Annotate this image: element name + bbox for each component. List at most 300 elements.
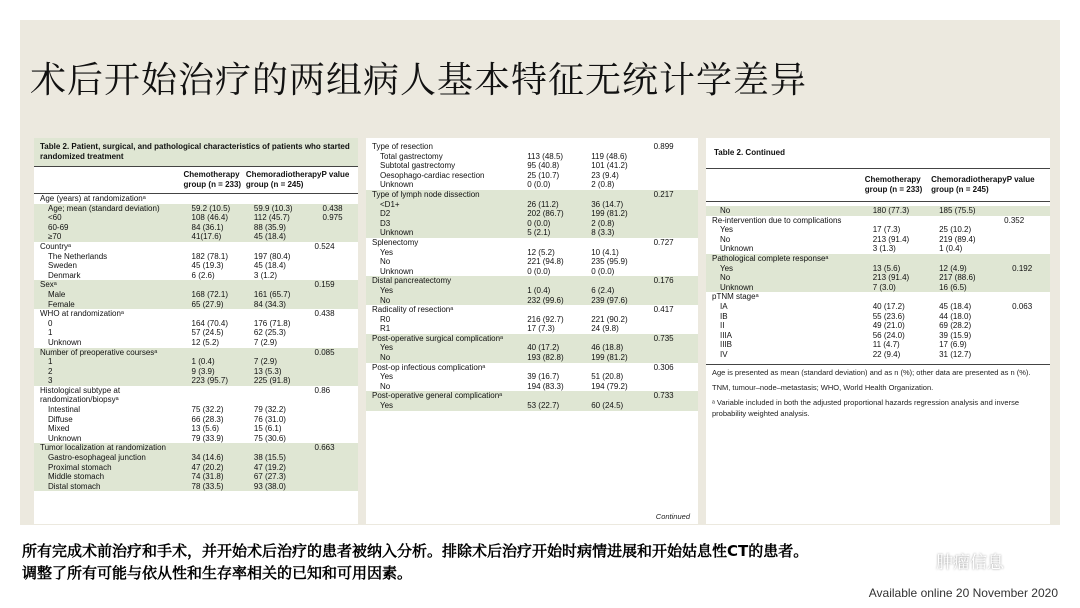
value-cell <box>519 190 583 200</box>
table-row <box>366 180 698 190</box>
p-value-cell <box>323 223 358 233</box>
value-cell: 2 (0.8) <box>591 180 615 190</box>
table-row <box>366 372 698 382</box>
table-row <box>34 194 358 204</box>
p-value-cell: 0.975 <box>322 213 343 223</box>
row-label: <D1+ <box>380 199 400 209</box>
header-chemorad: Chemoradiotherapy group (n = 245) <box>245 170 322 189</box>
value-cell: 164 (70.4) <box>191 318 228 328</box>
footnote-1: Age is presented as mean (standard deviation) and as n (%); other data are presented as n (%). <box>712 367 1031 377</box>
value-cell <box>583 276 653 286</box>
row-label: Age (years) at randomizationᵃ <box>40 194 146 203</box>
table-row <box>34 367 358 377</box>
table-row <box>366 190 698 200</box>
header-pvalue: P value <box>321 170 350 179</box>
table-body <box>706 202 1050 360</box>
value-cell: 221 (94.8) <box>527 257 564 267</box>
value-cell: 25 (10.7) <box>527 170 560 180</box>
row-label: Yes <box>380 285 394 295</box>
value-cell <box>246 194 315 204</box>
row-label: Yes <box>720 263 734 273</box>
note-line-1: 所有完成术前治疗和手术，并开始术后治疗的患者被纳入分析。排除术后治疗开始时病情进展和开始姑息性CT的患者。 <box>22 542 809 560</box>
row-label: No <box>380 353 391 363</box>
p-value-cell <box>1012 235 1050 245</box>
row-label: The Netherlands <box>48 251 108 261</box>
value-cell: 23 (9.4) <box>591 170 619 180</box>
row-label: Unknown <box>380 266 414 276</box>
value-cell <box>519 334 583 344</box>
value-cell: 10 (4.1) <box>591 247 619 257</box>
row-label: Type of resection <box>372 142 433 151</box>
table-row <box>706 283 1050 293</box>
p-value-cell <box>662 382 698 392</box>
p-value-cell: 0.306 <box>653 362 674 372</box>
p-value-cell <box>662 180 698 190</box>
value-cell: 49 (21.0) <box>872 321 905 331</box>
value-cell: 9 (3.9) <box>191 366 215 376</box>
value-cell: 199 (81.2) <box>591 209 628 219</box>
value-cell <box>583 142 653 152</box>
table-row <box>34 434 358 444</box>
value-cell: 101 (41.2) <box>591 161 628 171</box>
row-label: Proximal stomach <box>48 462 112 472</box>
table-row <box>706 254 1050 264</box>
value-cell: 79 (32.2) <box>253 405 286 415</box>
note-line-2: 调整了所有可能与依从性和生存率相关的已知和可用因素。 <box>22 564 413 582</box>
row-label: Splenectomy <box>372 237 419 247</box>
p-value-cell <box>323 434 358 444</box>
table-row <box>366 296 698 306</box>
value-cell: 225 (91.8) <box>253 376 291 386</box>
table-row <box>34 338 358 348</box>
table-panel-1 <box>34 138 358 524</box>
watermark-text: 肿瘤信息 <box>936 553 1004 573</box>
p-value-cell <box>662 257 698 267</box>
value-cell: 0 (0.0) <box>527 218 551 228</box>
table-header <box>706 169 1050 201</box>
table-row <box>366 200 698 210</box>
p-value-cell <box>1012 331 1050 341</box>
row-label: Unknown <box>48 433 82 443</box>
value-cell: 84 (34.3) <box>253 299 286 309</box>
table-row <box>706 312 1050 322</box>
value-cell: 193 (82.8) <box>527 353 564 363</box>
value-cell: 12 (5.2) <box>191 337 220 347</box>
table-row <box>34 348 358 358</box>
row-label: Yes <box>720 225 734 235</box>
slide-title: 术后开始治疗的两组病人基本特征无统计学差异 <box>30 60 808 101</box>
table-row <box>706 216 1050 226</box>
header-pvalue: P value <box>1006 175 1035 184</box>
table-row <box>366 219 698 229</box>
p-value-cell <box>662 296 698 306</box>
value-cell: 13 (5.3) <box>253 366 282 376</box>
table-row <box>34 357 358 367</box>
table-row <box>34 223 358 233</box>
table-row <box>366 238 698 248</box>
value-cell <box>184 386 246 405</box>
value-cell <box>246 242 315 252</box>
table-row <box>34 482 358 492</box>
row-label: WHO at randomizationᵃ <box>40 309 124 319</box>
row-label: Post-op infectious complicationᵃ <box>372 362 486 372</box>
value-cell: 15 (6.1) <box>253 424 282 434</box>
p-value-cell: 0.417 <box>653 305 674 315</box>
watermark <box>906 548 1004 574</box>
row-label: IIIB <box>720 340 733 350</box>
table-row <box>706 264 1050 274</box>
value-cell <box>865 292 931 302</box>
table-row <box>706 244 1050 254</box>
p-value-cell <box>323 376 358 386</box>
value-cell: 232 (99.6) <box>527 295 564 305</box>
value-cell <box>184 242 246 252</box>
table-row <box>34 252 358 262</box>
table-row <box>34 443 358 453</box>
table-row <box>366 267 698 277</box>
value-cell: 221 (90.2) <box>591 314 628 324</box>
p-value-cell <box>1004 292 1044 302</box>
table-row <box>34 386 358 405</box>
p-value-cell: 0.438 <box>322 203 343 213</box>
value-cell: 39 (15.9) <box>939 330 972 340</box>
p-value-cell <box>323 424 358 434</box>
value-cell <box>184 194 246 204</box>
p-value-cell <box>323 415 358 425</box>
value-cell: 13 (5.6) <box>872 263 901 273</box>
p-value-cell <box>662 315 698 325</box>
p-value-cell <box>1012 340 1050 350</box>
value-cell: 59.9 (10.3) <box>253 203 293 213</box>
value-cell <box>519 276 583 286</box>
value-cell <box>246 309 315 319</box>
row-label: Unknown <box>48 337 82 347</box>
value-cell <box>246 386 315 405</box>
table-row <box>706 235 1050 245</box>
p-value-cell <box>662 353 698 363</box>
table-row <box>366 315 698 325</box>
row-label: ≥70 <box>48 232 62 242</box>
value-cell: 1 (0.4) <box>939 244 963 254</box>
row-label: Denmark <box>48 270 81 280</box>
row-label: Countryᵃ <box>40 241 71 251</box>
value-cell: 69 (28.2) <box>939 321 972 331</box>
p-value-cell <box>323 472 358 482</box>
value-cell: 79 (33.9) <box>191 433 224 443</box>
p-value-cell <box>323 328 358 338</box>
row-label: II <box>720 321 725 331</box>
value-cell <box>583 334 653 344</box>
row-label: Radicality of resectionᵃ <box>372 305 454 315</box>
value-cell: 41(17.6) <box>191 232 222 242</box>
value-cell <box>519 142 583 152</box>
p-value-cell <box>323 319 358 329</box>
row-label: IIIA <box>720 330 733 340</box>
p-value-cell <box>1012 225 1050 235</box>
table-row <box>366 161 698 171</box>
value-cell: 45 (18.4) <box>253 261 286 271</box>
row-label: No <box>720 234 731 244</box>
footnote-3: ᵃ Variable included in both the adjusted proportional hazards regression analysis and inverse probability weighted analysis. <box>712 397 1020 418</box>
value-cell: 45 (18.4) <box>253 232 286 242</box>
row-label: Unknown <box>380 180 414 190</box>
table-row <box>34 328 358 338</box>
value-cell: 40 (17.2) <box>527 343 560 353</box>
row-label: Type of lymph node dissection <box>372 189 480 199</box>
value-cell <box>865 254 931 264</box>
p-value-cell <box>662 161 698 171</box>
value-cell: 74 (31.8) <box>191 472 224 482</box>
row-label: Re-intervention due to complications <box>712 215 842 225</box>
value-cell: 1 (0.4) <box>527 285 551 295</box>
table-row <box>706 273 1050 283</box>
value-cell <box>519 363 583 373</box>
table-row <box>366 334 698 344</box>
value-cell: 88 (35.9) <box>253 222 286 232</box>
value-cell: 3 (1.3) <box>872 244 896 254</box>
value-cell: 0 (0.0) <box>527 266 551 276</box>
p-value-cell: 0.524 <box>314 241 335 251</box>
row-label: Unknown <box>720 282 754 292</box>
row-label: Female <box>48 299 75 309</box>
p-value-cell <box>1012 244 1050 254</box>
p-value-cell <box>323 232 358 242</box>
p-value-cell: 0.735 <box>653 333 674 343</box>
table-row <box>34 271 358 281</box>
value-cell: 12 (4.9) <box>939 263 967 273</box>
p-value-cell: 0.217 <box>653 189 674 199</box>
value-cell: 12 (5.2) <box>527 247 555 257</box>
value-cell: 38 (15.5) <box>253 453 286 463</box>
value-cell: 67 (27.3) <box>253 472 286 482</box>
value-cell: 40 (17.2) <box>872 301 905 311</box>
value-cell: 6 (2.4) <box>591 285 615 295</box>
value-cell: 45 (19.3) <box>191 261 224 271</box>
value-cell: 2 (0.8) <box>591 218 615 228</box>
p-value-cell: 0.899 <box>653 142 674 151</box>
table-row <box>34 453 358 463</box>
table-row <box>366 228 698 238</box>
table-row <box>366 391 698 401</box>
p-value-cell <box>315 194 352 204</box>
value-cell: 223 (95.7) <box>191 376 228 386</box>
table-row <box>34 261 358 271</box>
value-cell: 17 (7.3) <box>872 225 901 235</box>
p-value-cell <box>662 372 698 382</box>
table-row <box>34 232 358 242</box>
p-value-cell <box>323 453 358 463</box>
available-online-date: Available online 20 November 2020 <box>868 586 1058 600</box>
table-row <box>34 463 358 473</box>
value-cell: 217 (88.6) <box>939 273 976 283</box>
table-panel-3 <box>706 138 1050 524</box>
value-cell: 76 (31.0) <box>253 414 286 424</box>
value-cell: 202 (86.7) <box>527 209 564 219</box>
value-cell <box>865 216 931 226</box>
p-value-cell <box>662 324 698 334</box>
p-value-cell: 0.733 <box>653 391 674 401</box>
row-label: IB <box>720 311 728 321</box>
value-cell: 25 (10.2) <box>939 225 972 235</box>
p-value-cell <box>662 200 698 210</box>
row-label: Yes <box>380 247 394 257</box>
row-label: Oesophago-cardiac resection <box>380 170 485 180</box>
value-cell: 66 (28.3) <box>191 414 224 424</box>
table-row <box>34 424 358 434</box>
value-cell <box>184 443 246 453</box>
value-cell <box>184 309 246 319</box>
row-label: Diffuse <box>48 414 73 424</box>
value-cell: 219 (89.4) <box>939 234 976 244</box>
table-row <box>366 171 698 181</box>
table-row <box>34 376 358 386</box>
value-cell: 185 (75.5) <box>939 206 976 215</box>
value-cell <box>583 238 653 248</box>
table-row <box>706 331 1050 341</box>
table-row <box>34 242 358 252</box>
row-label: D2 <box>380 209 391 219</box>
p-value-cell <box>323 482 358 492</box>
value-cell <box>931 254 1004 264</box>
p-value-cell: 0.86 <box>314 385 331 395</box>
row-label: 1 <box>48 328 53 338</box>
row-label: No <box>380 295 391 305</box>
p-value-cell <box>1012 350 1050 360</box>
table-row <box>34 319 358 329</box>
value-cell: 182 (78.1) <box>191 251 228 261</box>
value-cell: 213 (91.4) <box>872 234 910 244</box>
p-value-cell <box>662 219 698 229</box>
value-cell: 194 (79.2) <box>591 381 628 391</box>
value-cell: 7 (2.9) <box>253 357 278 367</box>
p-value-cell <box>323 405 358 415</box>
row-label: <60 <box>48 213 62 223</box>
value-cell <box>184 280 246 290</box>
table-row <box>366 363 698 373</box>
value-cell: 7 (3.0) <box>872 282 896 292</box>
table-row <box>366 152 698 162</box>
value-cell: 55 (23.6) <box>872 311 905 321</box>
table-row <box>34 405 358 415</box>
row-label: No <box>720 273 731 283</box>
value-cell: 46 (18.8) <box>591 343 624 353</box>
value-cell: 213 (91.4) <box>872 273 910 283</box>
value-cell: 65 (27.9) <box>191 299 224 309</box>
row-label: Post-operative surgical complicationᵃ <box>372 333 504 343</box>
value-cell: 93 (38.0) <box>253 481 286 491</box>
p-value-cell: 0.159 <box>314 280 335 290</box>
table-row <box>34 280 358 290</box>
table-row <box>366 142 698 152</box>
row-label: R0 <box>380 314 391 324</box>
value-cell: 168 (72.1) <box>191 289 228 299</box>
p-value-cell <box>323 357 358 367</box>
continued-label: Continued <box>655 512 690 521</box>
value-cell <box>583 391 653 401</box>
value-cell: 176 (71.8) <box>253 318 291 328</box>
p-value-cell <box>1012 206 1050 216</box>
p-value-cell <box>662 171 698 181</box>
p-value-cell <box>1012 321 1050 331</box>
value-cell: 56 (24.0) <box>872 330 905 340</box>
row-label: 2 <box>48 366 53 376</box>
value-cell: 17 (7.3) <box>527 324 555 334</box>
p-value-cell <box>662 152 698 162</box>
row-label: Yes <box>380 372 394 382</box>
p-value-cell <box>662 248 698 258</box>
value-cell: 199 (81.2) <box>591 353 628 363</box>
p-value-cell: 0.176 <box>653 276 674 286</box>
row-label: Yes <box>380 401 394 411</box>
row-label: Sexᵃ <box>40 280 57 290</box>
p-value-cell <box>662 286 698 296</box>
row-label: Unknown <box>380 228 414 238</box>
table-row <box>366 401 698 411</box>
value-cell: 5 (2.1) <box>527 228 551 238</box>
row-label: No <box>720 206 731 215</box>
table-row <box>706 302 1050 312</box>
value-cell: 239 (97.6) <box>591 295 628 305</box>
chat-bubble-icon <box>906 552 932 574</box>
header-chemo: Chemotherapy group (n = 233) <box>864 175 923 194</box>
row-label: 1 <box>48 357 53 367</box>
p-value-cell <box>323 463 358 473</box>
value-cell: 108 (46.4) <box>191 213 228 223</box>
value-cell: 180 (77.3) <box>872 206 910 215</box>
table-row <box>706 321 1050 331</box>
table-row <box>706 292 1050 302</box>
table-row <box>366 257 698 267</box>
value-cell: 112 (45.7) <box>253 213 290 223</box>
p-value-cell: 0.663 <box>314 443 335 453</box>
value-cell <box>931 216 1004 226</box>
row-label: D3 <box>380 218 391 228</box>
row-label: Middle stomach <box>48 472 105 482</box>
value-cell: 13 (5.6) <box>191 424 220 434</box>
p-value-cell <box>323 290 358 300</box>
table-row <box>34 204 358 214</box>
value-cell: 16 (6.5) <box>939 282 967 292</box>
header-chemorad: Chemoradiotherapy group (n = 245) <box>931 175 1007 194</box>
table-row <box>34 472 358 482</box>
row-label: Gastro-esophageal junction <box>48 453 146 463</box>
value-cell: 84 (36.1) <box>191 222 224 232</box>
p-value-cell <box>323 252 358 262</box>
row-label: Yes <box>380 343 394 353</box>
p-value-cell <box>662 228 698 238</box>
row-label: Number of preoperative coursesᵃ <box>40 347 158 357</box>
row-label: Unknown <box>720 244 754 254</box>
value-cell: 39 (16.7) <box>527 372 560 382</box>
value-cell: 78 (33.5) <box>191 481 224 491</box>
table-row <box>706 225 1050 235</box>
value-cell <box>583 190 653 200</box>
p-value-cell <box>323 338 358 348</box>
table-body <box>34 194 358 491</box>
row-label: IA <box>720 301 728 311</box>
value-cell <box>519 238 583 248</box>
table-body <box>366 138 698 411</box>
row-label: 3 <box>48 376 53 386</box>
table-row <box>706 206 1050 216</box>
value-cell: 1 (0.4) <box>191 357 215 367</box>
p-value-cell <box>1012 273 1050 283</box>
value-cell: 194 (83.3) <box>527 381 564 391</box>
value-cell: 7 (2.9) <box>253 337 278 347</box>
p-value-cell <box>323 271 358 281</box>
table-caption: Table 2. Patient, surgical, and pathological characteristics of patients who started randomized treatment <box>34 138 358 166</box>
table-panel-2 <box>366 138 698 524</box>
